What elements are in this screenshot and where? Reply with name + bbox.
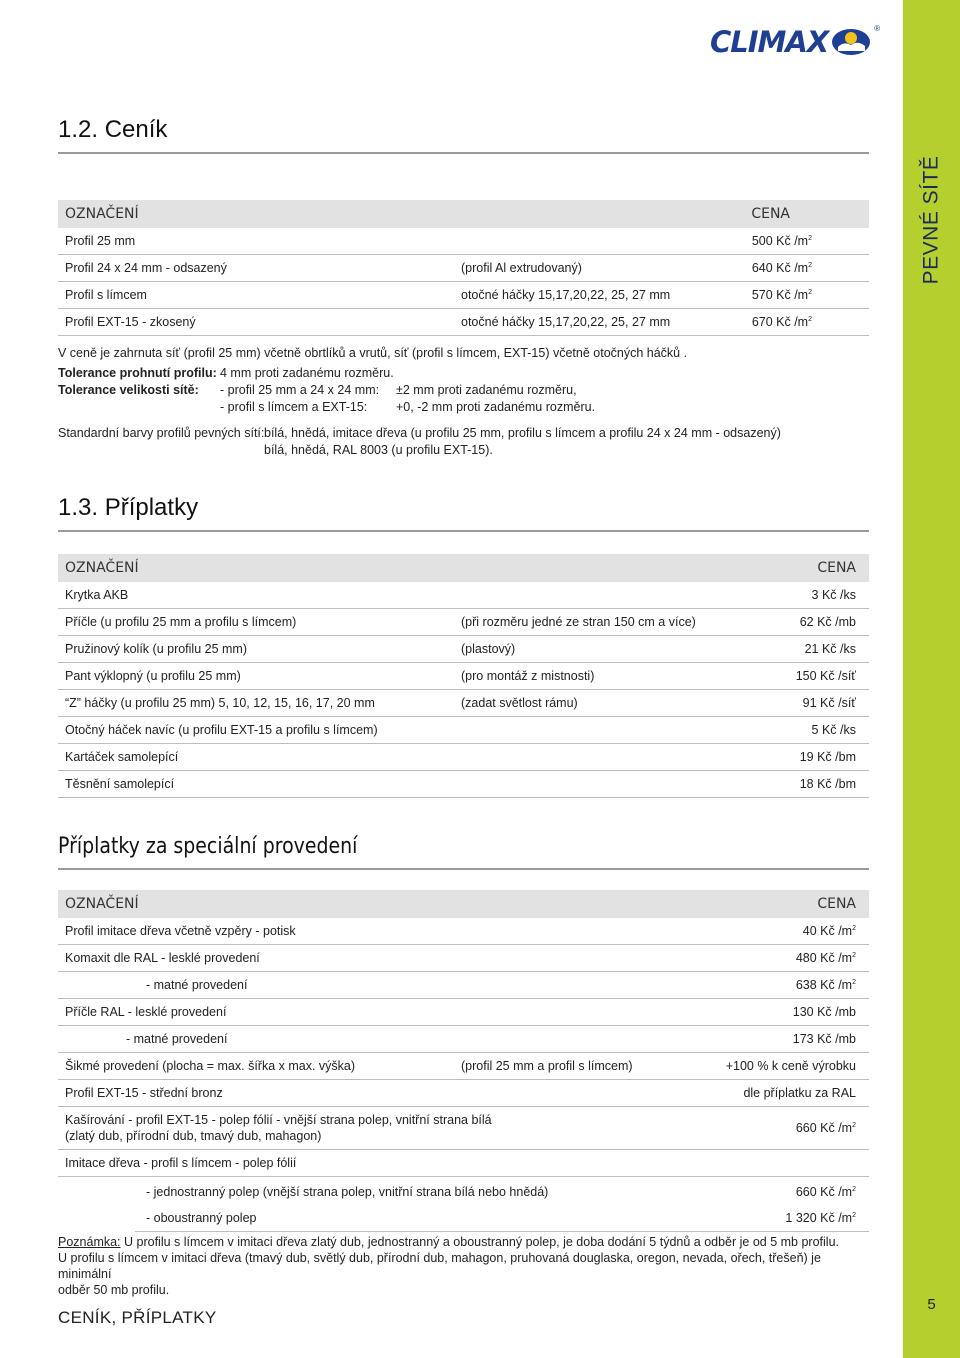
table-row (58, 1177, 869, 1205)
tolerance-bend-value: 4 mm proti zadanému rozměru. (220, 366, 394, 380)
special-surcharge-table (58, 890, 869, 1232)
row-description: (profil Al extrudovaný) (461, 261, 582, 275)
colors-line-2: bílá, hnědá, RAL 8003 (u profilu EXT-15). (264, 443, 493, 457)
logo-text: CLIMAX (710, 25, 829, 59)
table-row (58, 744, 869, 771)
row-name: - jednostranný polep (vnější strana polep, vnitřní strana bílá nebo hnědá) (146, 1185, 549, 1199)
table-row (58, 918, 869, 945)
row-price: 91 Kč /síť (802, 696, 856, 710)
row-price: +100 % k ceně výrobku (725, 1059, 856, 1073)
table-row (58, 282, 869, 309)
table-row (58, 255, 869, 282)
heading-divider (58, 530, 869, 532)
tolerance-size-b-value: +0, -2 mm proti zadanému rozměru. (396, 400, 596, 414)
header-price: CENA (817, 560, 856, 576)
heading-divider (58, 152, 869, 154)
row-name: Kašírování - profil EXT-15 - polep fólií - vnější strana polep, vnitřní strana bílá (65, 1113, 492, 1127)
row-description: otočné háčky 15,17,20,22, 25, 27 mm (461, 288, 671, 302)
row-price: 173 Kč /mb (792, 1032, 856, 1046)
table-row (58, 609, 869, 636)
footnote-label: Poznámka: (58, 1235, 121, 1249)
row-price: 3 Kč /ks (811, 588, 856, 602)
row-name: Těsnění samolepící (65, 777, 175, 791)
row-name: Profil 25 mm (65, 234, 136, 248)
section-heading-special: Příplatky za speciální provedení (58, 834, 358, 859)
row-name: Pružinový kolík (u profilu 25 mm) (65, 642, 248, 656)
row-price: 500 Kč $/m^2$ (751, 234, 812, 248)
table-row (58, 636, 869, 663)
registered-mark: ® (874, 24, 881, 33)
row-name: Komaxit dle RAL - lesklé provedení (65, 951, 260, 965)
table-row (58, 228, 869, 255)
row-price: 1 320 Kč $/m^2$ (785, 1211, 856, 1225)
row-price: 19 Kč /bm (799, 750, 856, 764)
table-row (58, 582, 869, 609)
header-price: CENA (817, 896, 856, 912)
table-row (58, 309, 869, 336)
row-description: (plastový) (461, 642, 516, 656)
tolerance-size-a-value: ±2 mm proti zadanému rozměru, (396, 383, 577, 397)
table-row (58, 771, 869, 798)
table-header (58, 890, 869, 918)
table-row (58, 999, 869, 1026)
table-row (58, 1053, 869, 1080)
header-price: CENA (751, 206, 790, 222)
table-row (58, 945, 869, 972)
row-price: 62 Kč /mb (799, 615, 856, 629)
table-row (58, 1026, 869, 1053)
colors-line-1: bílá, hnědá, imitace dřeva (u profilu 25 mm, profilu s límcem a profilu 24 x 24 mm - odsazený) (264, 426, 781, 440)
row-name: Otočný háček navíc (u profilu EXT-15 a profilu s límcem) (65, 723, 378, 737)
row-price: 638 Kč $/m^2$ (795, 978, 856, 992)
tolerance-size-label: Tolerance velikosti sítě: (58, 383, 199, 397)
row-description: otočné háčky 15,17,20,22, 25, 27 mm (461, 315, 671, 329)
header-designation: OZNAČENÍ (65, 896, 139, 912)
header-designation: OZNAČENÍ (65, 560, 139, 576)
table-header (58, 200, 869, 228)
row-description: (při rozměru jedné ze stran 150 cm a více) (461, 615, 696, 629)
section-heading-priplatky: 1.3. Příplatky (58, 494, 199, 521)
table-row (58, 690, 869, 717)
table-row (58, 1107, 869, 1150)
note-included: V ceně je zahrnuta síť (profil 25 mm) včetně obrtlíků a vrutů, síť (profil s límcem, EXT-15) včetně otočných háčků . (58, 346, 688, 360)
row-price: dle příplatku za RAL (743, 1086, 856, 1100)
row-description: (profil 25 mm a profil s límcem) (461, 1059, 633, 1073)
row-price: 18 Kč /bm (799, 777, 856, 791)
row-description: (pro montáž z mistnosti) (461, 669, 595, 683)
side-section-label: PEVNÉ SÍTĚ (919, 155, 943, 285)
page-number: 5 (927, 1296, 936, 1313)
row-price: 570 Kč $/m^2$ (751, 288, 812, 302)
header-designation: OZNAČENÍ (65, 206, 139, 222)
sun-cloud-icon (830, 27, 872, 57)
table-header (58, 554, 869, 582)
table-row (58, 1150, 869, 1177)
table-row (58, 1080, 869, 1107)
row-price: 40 Kč $/m^2$ (802, 924, 856, 938)
row-name: Šikmé provedení (plocha = max. šířka x max. výška) (65, 1059, 356, 1073)
row-name: Imitace dřeva - profil s límcem - polep fólií (65, 1156, 297, 1170)
table-row (58, 663, 869, 690)
colors-label: Standardní barvy profilů pevných sítí: (58, 426, 265, 440)
tolerance-bend-label: Tolerance prohnutí profilu: (58, 366, 217, 380)
tolerance-size-a-name: - profil 25 mm a 24 x 24 mm: (220, 383, 380, 397)
row-price: 640 Kč $/m^2$ (751, 261, 812, 275)
surcharge-table (58, 554, 869, 798)
footnote (58, 1234, 858, 1298)
footnote-line-3: odběr 50 mb profilu. (58, 1283, 170, 1297)
table-row (135, 1205, 869, 1232)
row-price: 670 Kč $/m^2$ (751, 315, 812, 329)
footer-title: CENÍK, PŘÍPLATKY (58, 1308, 217, 1327)
row-name: Pant výklopný (u profilu 25 mm) (65, 669, 241, 683)
table-row (58, 717, 869, 744)
row-name: Profil EXT-15 - zkosený (65, 315, 196, 329)
row-name: - matné provedení (146, 978, 248, 992)
row-name: - matné provedení (126, 1032, 228, 1046)
brand-logo (710, 22, 880, 62)
row-price: 660 Kč $/m^2$ (795, 1185, 856, 1199)
row-name: Příčle (u profilu 25 mm a profilu s límcem) (65, 615, 297, 629)
table-row (58, 972, 869, 999)
row-name: “Z” háčky (u profilu 25 mm) 5, 10, 12, 15, 16, 17, 20 mm (65, 696, 375, 710)
row-name: Krytka AKB (65, 588, 129, 602)
row-price: 130 Kč /mb (792, 1005, 856, 1019)
row-name: Profil s límcem (65, 288, 147, 302)
price-table (58, 200, 869, 336)
footnote-line-2: U profilu s límcem v imitaci dřeva (tmavý dub, světlý dub, přírodní dub, mahagon, pruhovaná douglaska, oregon, nevada, ořech, třešeň) je minimální (58, 1251, 821, 1281)
row-price: 21 Kč /ks (804, 642, 856, 656)
row-price: 660 Kč $/m^2$ (795, 1121, 856, 1135)
section-heading-cenik: 1.2. Ceník (58, 116, 168, 143)
footnote-line-1: U profilu s límcem v imitaci dřeva zlatý dub, jednostranný a oboustranný polep, je doba dodání 5 týdnů a odběr je od 5 mb profilu. (120, 1235, 839, 1249)
heading-divider (58, 868, 869, 870)
row-price: 5 Kč /ks (811, 723, 856, 737)
row-price: 480 Kč $/m^2$ (795, 951, 856, 965)
row-name: Profil 24 x 24 mm - odsazený (65, 261, 227, 275)
row-name: Profil imitace dřeva včetně vzpěry - potisk (65, 924, 296, 938)
row-name: Kartáček samolepící (65, 750, 179, 764)
row-description: (zadat světlost rámu) (461, 696, 578, 710)
tolerance-size-b-name: - profil s límcem a EXT-15: (220, 400, 368, 414)
row-price: 150 Kč /síť (795, 669, 856, 683)
row-name: - oboustranný polep (146, 1211, 257, 1225)
row-name: Příčle RAL - lesklé provedení (65, 1005, 227, 1019)
row-name: Profil EXT-15 - střední bronz (65, 1086, 223, 1100)
row-name-continued: (zlatý dub, přírodní dub, tmavý dub, mahagon) (65, 1129, 322, 1143)
